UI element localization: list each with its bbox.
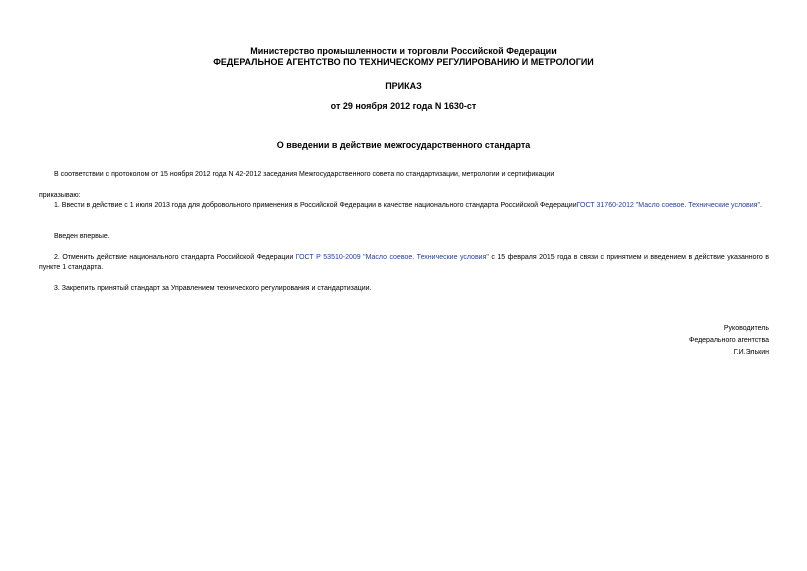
document-date-number: от 29 ноября 2012 года N 1630-ст <box>330 101 477 111</box>
item-2-end: с 15 февраля 2015 года в связи с принятием и введением в действие указанного в пункте 1 стандарта. <box>39 254 769 271</box>
signer-title-2: Федерального агентства <box>689 337 769 344</box>
signer-name: Г.И.Элькин <box>733 349 769 356</box>
order-word: приказываю: <box>39 192 81 199</box>
gost-31760-link[interactable]: ГОСТ 31760-2012 "Масло соевое. Технические условия" <box>576 202 760 209</box>
signature-block <box>689 323 769 359</box>
item-1-text: 1. Ввести в действие с 1 июля 2013 года для добровольного применения в Российской Федерации в качестве национального стандарта Российской Федерации <box>54 202 577 209</box>
signer-title-1: Руководитель <box>723 325 769 332</box>
item-2-paragraph <box>39 253 769 273</box>
ministry-name: Министерство промышленности и торговли Российской Федерации <box>250 46 557 56</box>
agency-name: ФЕДЕРАЛЬНОЕ АГЕНТСТВО ПО ТЕХНИЧЕСКОМУ РЕГУЛИРОВАНИЮ И МЕТРОЛОГИИ <box>213 57 594 67</box>
gost-r-53510-link[interactable]: ГОСТ Р 53510-2009 "Масло соевое. Технические условия" <box>295 254 489 261</box>
document-subject: О введении в действие межгосударственного стандарта <box>276 140 531 150</box>
item-1-paragraph <box>39 201 769 211</box>
document-header <box>0 46 807 68</box>
item-1-end: . <box>759 202 762 209</box>
preamble-paragraph: В соответствии с протоколом от 15 ноября 2012 года N 42-2012 заседания Межгосударственного совета по стандартизации, метрологии и сертификации <box>54 171 555 178</box>
item-3-paragraph: 3. Закрепить принятый стандарт за Управлением технического регулирования и стандартизации. <box>54 285 372 292</box>
document-type: ПРИКАЗ <box>385 81 422 91</box>
note-paragraph: Введен впервые. <box>54 233 110 240</box>
item-2-text: 2. Отменить действие национального стандарта Российской Федерации <box>54 254 296 261</box>
